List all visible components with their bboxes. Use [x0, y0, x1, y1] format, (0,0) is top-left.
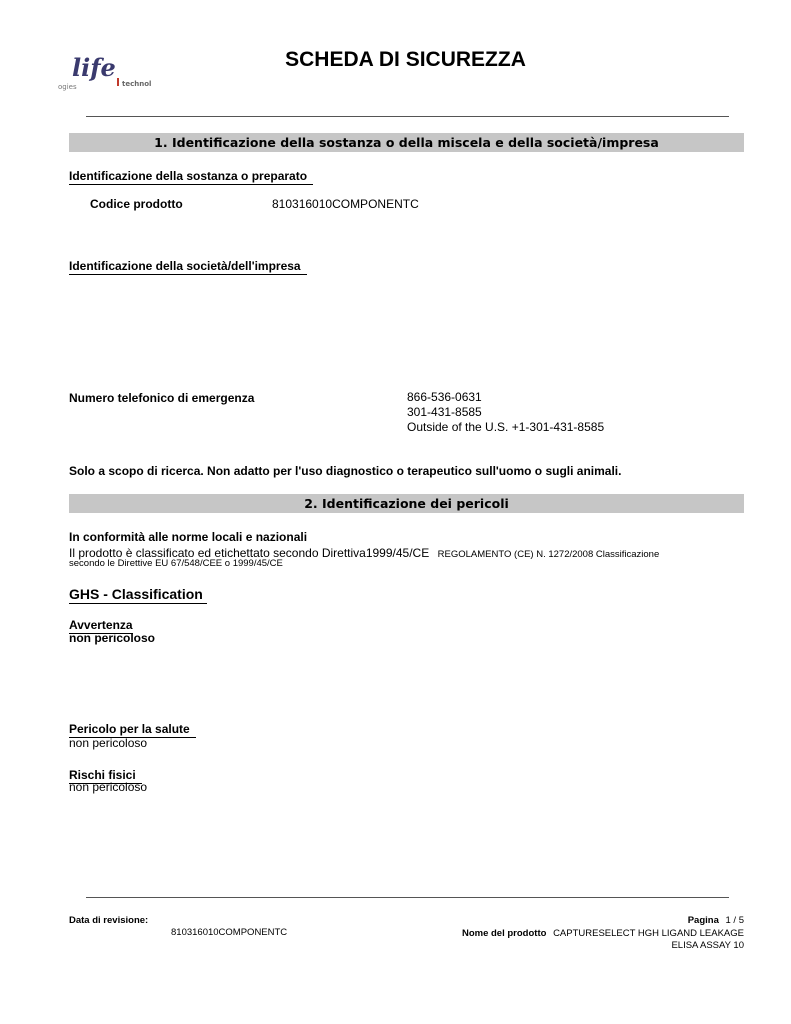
emergency-phone-3: Outside of the U.S. +1-301-431-8585 [407, 420, 605, 434]
section-2-heading: 2. Identificazione dei pericoli [69, 494, 744, 513]
conformity-directives-text: secondo le Direttive EU 67/548/CEE o 1999/45/CE [69, 558, 283, 569]
warning-label: Avvertenza [69, 618, 133, 632]
footer-product-code: 810316010COMPONENTC [171, 927, 288, 938]
section-1-heading: 1. Identificazione della sostanza o della miscela e della società/impresa [69, 133, 744, 152]
product-code-value: 810316010COMPONENTC [272, 197, 419, 211]
research-use-note: Solo a scopo di ricerca. Non adatto per l'uso diagnostico o terapeutico sull'uomo o sugli animali. [69, 464, 622, 478]
emergency-phone-1: 866-536-0631 [407, 390, 482, 404]
emergency-phone-label: Numero telefonico di emergenza [69, 391, 255, 405]
product-name-line-1 [462, 928, 744, 939]
logo-right-fragment: technol [122, 80, 152, 88]
health-hazard-label: Pericolo per la salute [69, 722, 196, 738]
product-code-label: Codice prodotto [90, 197, 183, 211]
revision-date-label: Data di revisione: [69, 915, 149, 926]
logo-script-text: life [72, 53, 116, 82]
product-name-line-2: ELISA ASSAY 10 [671, 940, 744, 951]
physical-hazard-label: Rischi fisici [69, 768, 142, 784]
page-label: Pagina [687, 915, 719, 926]
product-name-label: Nome del prodotto [461, 928, 547, 939]
header-divider [86, 116, 729, 117]
logo-left-fragment: ogies [58, 83, 77, 91]
conformity-regulation-text: REGOLAMENTO (CE) N. 1272/2008 Classificazione [437, 549, 660, 560]
conformity-heading: In conformità alle norme locali e nazionali [69, 530, 308, 544]
page-indicator [688, 915, 744, 926]
warning-value: non pericoloso [69, 631, 156, 645]
substance-identification-label: Identificazione della sostanza o preparato [69, 169, 313, 185]
company-identification-label: Identificazione della società/dell'impresa [69, 259, 307, 275]
ghs-classification-heading: GHS - Classification [69, 586, 207, 604]
emergency-phone-list [407, 390, 604, 435]
emergency-phone-2: 301-431-8585 [407, 405, 482, 419]
product-name-value: CAPTURESELECT HGH LIGAND LEAKAGE [553, 928, 744, 939]
health-hazard-value: non pericoloso [69, 736, 148, 750]
footer-divider [86, 897, 729, 898]
conformity-main-text: Il prodotto è classificato ed etichettato secondo Direttiva1999/45/CE [69, 546, 430, 560]
page-number: 1 / 5 [725, 915, 744, 926]
physical-hazard-value: non pericoloso [69, 780, 148, 794]
document-title: SCHEDA DI SICUREZZA [285, 48, 526, 71]
